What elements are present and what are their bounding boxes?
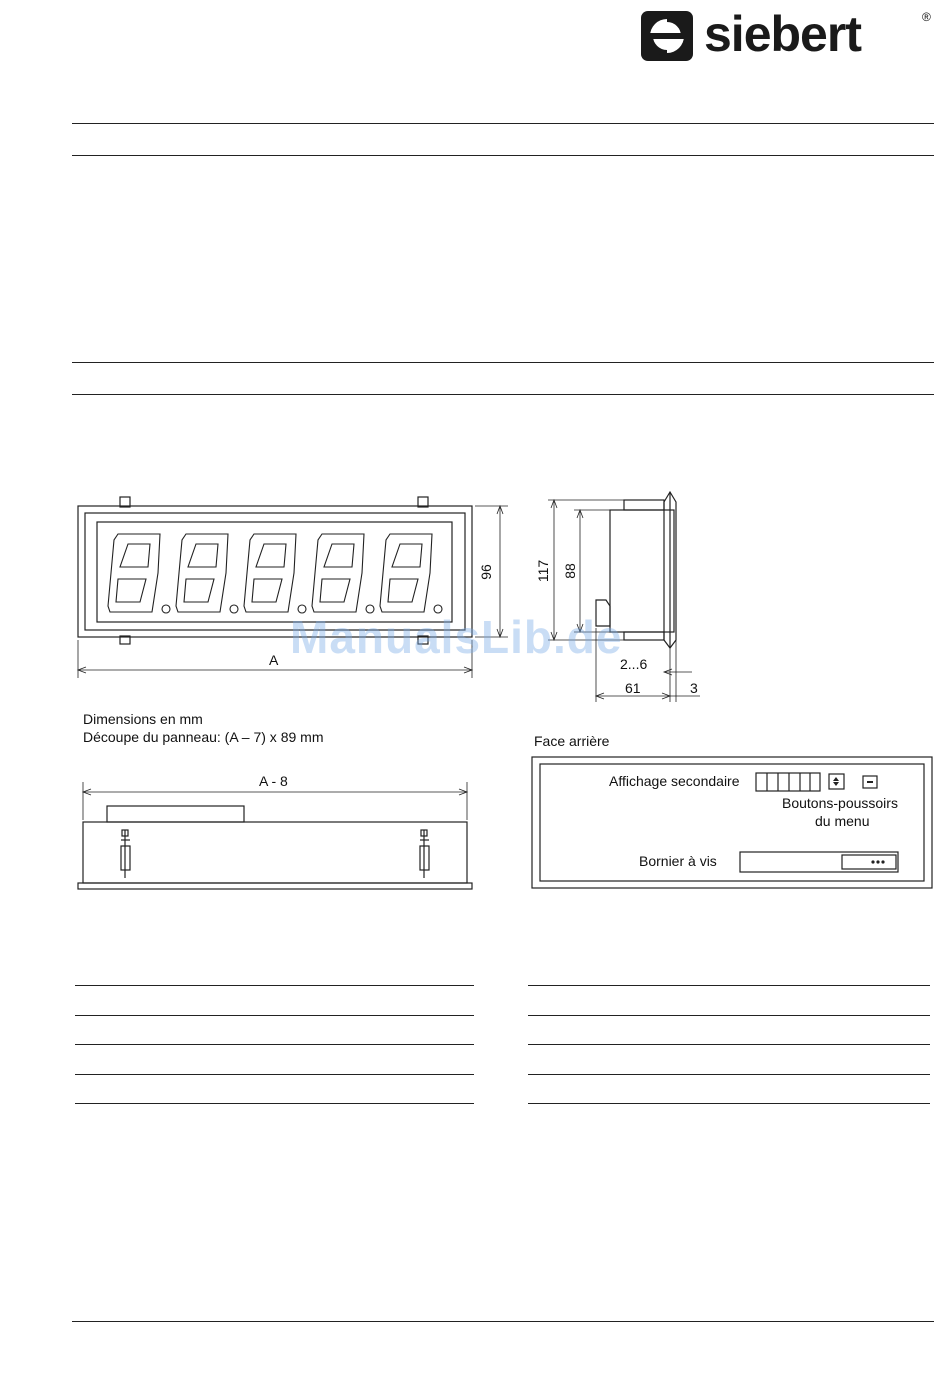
digit-lower-counter <box>252 579 282 602</box>
rule <box>72 123 934 124</box>
registered-mark: ® <box>922 10 931 24</box>
menu-buttons-label-line1: Boutons-poussoirs <box>782 795 898 811</box>
table-rule <box>75 1015 474 1016</box>
digit-lower-counter <box>388 579 418 602</box>
decimal-point <box>162 605 170 613</box>
table-rule <box>528 985 930 986</box>
secondary-display-label: Affichage secondaire <box>609 773 740 789</box>
table-rule <box>528 1074 930 1075</box>
table-rule <box>75 1044 474 1045</box>
table-rule <box>528 1044 930 1045</box>
table-rule <box>528 1103 930 1104</box>
table-rule <box>75 985 474 986</box>
brand-name: siebert <box>704 6 861 62</box>
digit-upper-counter <box>324 544 354 567</box>
table-rule <box>75 1074 474 1075</box>
side-depth-label: 61 <box>625 680 641 696</box>
panel-thickness-label: 2...6 <box>620 656 648 672</box>
menu-buttons-label-line2: du menu <box>815 813 870 829</box>
rule <box>72 155 934 156</box>
digit-upper-counter <box>392 544 422 567</box>
footer-rule <box>72 1321 934 1322</box>
digit-upper-counter <box>120 544 150 567</box>
digit-lower-counter <box>184 579 214 602</box>
table-rule <box>528 1015 930 1016</box>
watermark: ManualsLib.de <box>290 611 623 663</box>
side-view-drawing <box>530 488 730 708</box>
side-height-inner-label: 88 <box>561 563 578 579</box>
terminal-block-label: Bornier à vis <box>639 853 717 869</box>
front-width-label: A <box>269 652 279 668</box>
rule <box>72 394 934 395</box>
rear-view-title: Face arrière <box>534 733 610 749</box>
digit-lower-counter <box>320 579 350 602</box>
top-width-label: A - 8 <box>259 773 288 789</box>
logo-mark-icon <box>640 10 696 64</box>
front-height-label: 96 <box>477 564 494 580</box>
table-rule <box>75 1103 474 1104</box>
side-height-outer-label: 117 <box>535 559 552 583</box>
digit-lower-counter <box>116 579 146 602</box>
dimensions-unit-note: Dimensions en mm <box>83 711 203 727</box>
digit-upper-counter <box>188 544 218 567</box>
rule <box>72 362 934 363</box>
front-thickness-label: 3 <box>690 680 698 696</box>
digit-upper-counter <box>256 544 286 567</box>
panel-cutout-note: Découpe du panneau: (A – 7) x 89 mm <box>83 729 324 745</box>
decimal-point <box>230 605 238 613</box>
